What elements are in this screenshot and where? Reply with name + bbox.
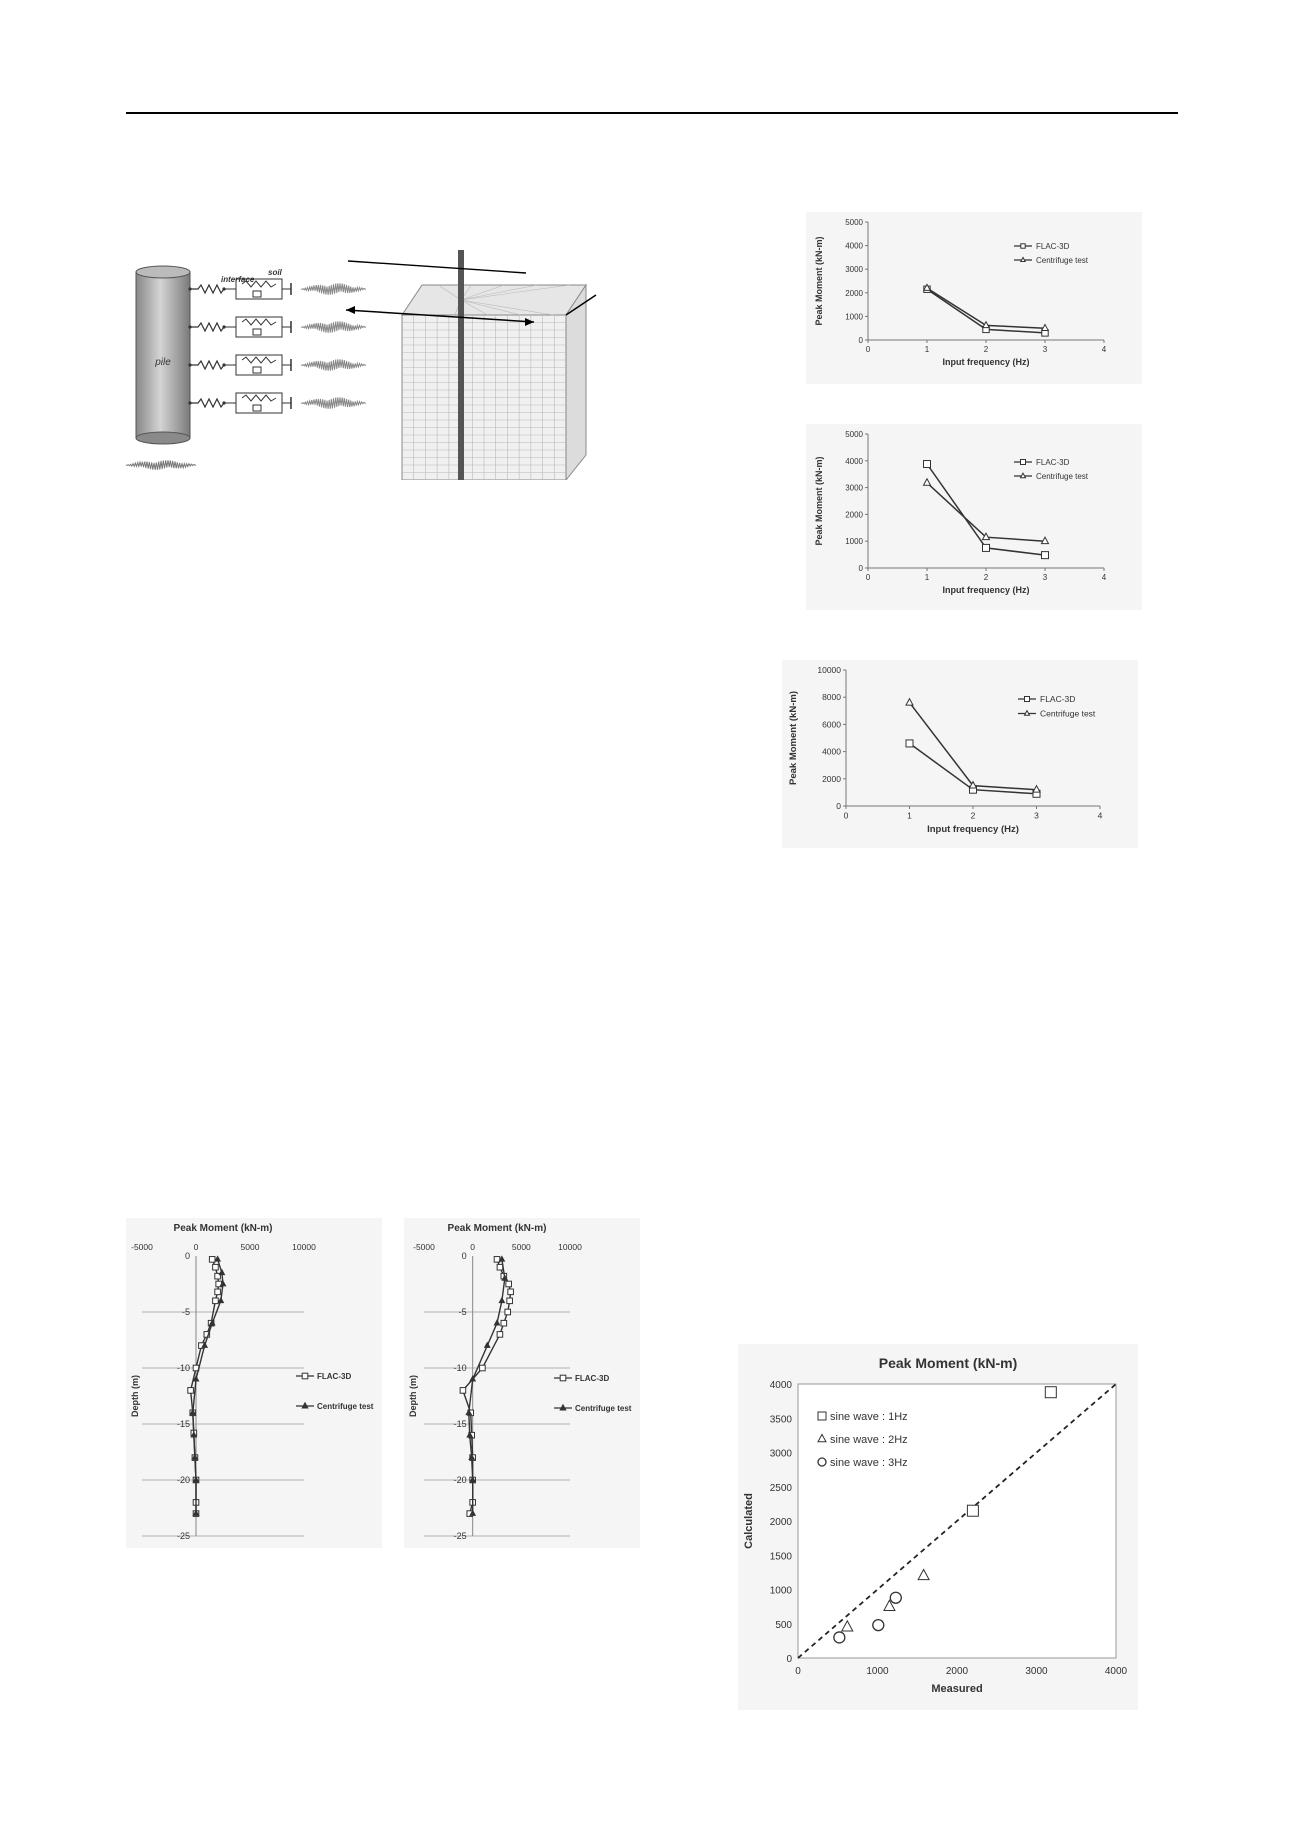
base-input-motion — [126, 460, 196, 470]
legend-label: Centrifuge test — [1040, 708, 1096, 719]
y-tick-label: 1000 — [845, 312, 863, 322]
y-tick-label: -10 — [176, 1363, 190, 1373]
x-tick-label: 3000 — [1025, 1666, 1048, 1677]
y-tick-label: 3000 — [769, 1448, 792, 1460]
y-axis-label: Depth (m) — [408, 1375, 418, 1417]
data-point — [967, 1505, 978, 1516]
chart-background — [126, 1218, 382, 1548]
data-point — [873, 1620, 884, 1631]
legend-label: FLAC-3D — [1036, 458, 1070, 467]
legend-marker — [1025, 697, 1030, 702]
x-axis-label: Input frequency (Hz) — [927, 824, 1019, 835]
y-tick-label: 2500 — [769, 1482, 792, 1494]
y-tick-label: -5 — [181, 1307, 190, 1317]
y-tick-label: -20 — [176, 1475, 190, 1485]
y-tick-label: -25 — [453, 1531, 467, 1541]
legend-marker — [560, 1375, 566, 1381]
pile-label: pile — [155, 357, 171, 368]
legend-label: FLAC-3D — [1040, 694, 1076, 704]
y-axis-label: Peak Moment (kN-m) — [814, 236, 824, 326]
data-point — [508, 1289, 514, 1295]
data-point — [213, 1298, 219, 1304]
legend-label: FLAC-3D — [575, 1374, 610, 1383]
soil-spring — [242, 319, 276, 325]
x-tick-label: 10000 — [292, 1242, 316, 1252]
x-axis-label: Input frequency (Hz) — [942, 585, 1030, 595]
soil-spring — [242, 395, 276, 401]
legend-label: Centrifuge test — [317, 1402, 374, 1411]
chart-scatter — [738, 1344, 1138, 1710]
pile-cylinder — [136, 266, 190, 444]
x-tick-label: -5000 — [131, 1242, 153, 1252]
x-tick-label: 4 — [1101, 573, 1107, 582]
x-tick-label: 1 — [924, 573, 930, 582]
chart-title: Peak Moment (kN-m) — [878, 1355, 1018, 1371]
soil-dashpot — [253, 291, 261, 297]
x-tick-label: -5000 — [413, 1242, 435, 1252]
x-axis-label: Input frequency (Hz) — [942, 357, 1030, 367]
legend-label: Centrifuge test — [1036, 472, 1089, 481]
y-tick-label: 1000 — [769, 1585, 792, 1597]
x-tick-label: 1 — [924, 345, 930, 354]
y-tick-label: 10000 — [817, 665, 841, 675]
x-tick-label: 0 — [795, 1666, 801, 1677]
x-tick-label: 5000 — [511, 1242, 531, 1252]
y-tick-label: -25 — [176, 1531, 190, 1541]
y-tick-label: -5 — [458, 1307, 467, 1317]
y-tick-label: 500 — [775, 1619, 792, 1631]
y-tick-label: 3000 — [845, 483, 863, 493]
soil-dashpot — [253, 367, 261, 373]
x-tick-label: 0 — [843, 810, 849, 821]
data-point — [834, 1632, 845, 1643]
interface-spring — [190, 399, 224, 407]
legend-label: Centrifuge test — [575, 1404, 632, 1413]
x-tick-label: 4000 — [1104, 1666, 1128, 1677]
x-tick-label: 2 — [970, 810, 976, 821]
soil-dashpot — [253, 405, 261, 411]
soil-element — [236, 317, 282, 337]
y-tick-label: 0 — [858, 564, 863, 573]
y-tick-label: 4000 — [822, 746, 841, 757]
data-point — [188, 1388, 194, 1394]
chart-title: Peak Moment (kN-m) — [447, 1223, 547, 1234]
x-tick-label: 4 — [1097, 810, 1103, 821]
data-point — [506, 1281, 512, 1287]
y-tick-label: 2000 — [845, 288, 863, 298]
y-tick-label: 0 — [461, 1251, 467, 1261]
y-axis-label: Peak Moment (kN-m) — [814, 456, 824, 546]
x-tick-label: 0 — [865, 573, 871, 582]
interface-spring — [190, 285, 224, 293]
data-point — [1045, 1387, 1056, 1398]
flac-mesh — [348, 250, 586, 480]
legend-label: sine wave : 2Hz — [830, 1434, 908, 1446]
x-tick-label: 3 — [1042, 573, 1048, 582]
y-tick-label: 1500 — [769, 1551, 792, 1563]
y-tick-label: 3000 — [845, 265, 863, 275]
y-tick-label: 0 — [858, 336, 863, 345]
data-point — [906, 740, 913, 747]
legend-label: Centrifuge test — [1036, 256, 1089, 265]
y-axis-label: Peak Moment (kN-m) — [788, 691, 799, 785]
y-tick-label: 2000 — [822, 773, 841, 784]
data-point — [1042, 552, 1049, 559]
data-point — [497, 1264, 503, 1270]
input-motion-wave — [301, 397, 366, 409]
x-tick-label: 0 — [865, 345, 871, 354]
y-tick-label: 0 — [836, 801, 841, 811]
y-tick-label: 1000 — [845, 537, 863, 547]
interface-label: interface — [221, 275, 255, 284]
legend-marker — [302, 1373, 308, 1379]
x-tick-label: 3 — [1042, 345, 1048, 354]
spring-dashpot-rows — [188, 279, 366, 413]
y-tick-label: -20 — [453, 1475, 467, 1485]
data-point — [460, 1388, 466, 1394]
x-tick-label: 2 — [983, 345, 989, 354]
y-tick-label: 5000 — [845, 218, 863, 227]
data-point — [215, 1289, 221, 1295]
legend-marker — [1021, 244, 1025, 248]
legend-marker — [818, 1412, 826, 1420]
soil-element — [236, 355, 282, 375]
data-point — [213, 1264, 219, 1270]
y-tick-label: 2000 — [845, 510, 863, 520]
y-tick-label: 4000 — [769, 1380, 792, 1391]
x-tick-label: 1000 — [866, 1666, 889, 1677]
data-point — [505, 1309, 511, 1315]
chart-freq-1 — [806, 212, 1142, 384]
chart-depth-2 — [404, 1218, 640, 1548]
x-tick-label: 3 — [1034, 810, 1039, 821]
legend-label: sine wave : 1Hz — [830, 1411, 908, 1423]
y-axis-label: Calculated — [743, 1493, 755, 1549]
input-motion-wave — [301, 283, 366, 295]
input-motion-wave — [301, 359, 366, 371]
model-figure — [126, 240, 626, 480]
data-point — [501, 1320, 507, 1326]
chart-freq-3 — [782, 660, 1138, 848]
y-tick-label: -15 — [176, 1419, 190, 1429]
y-tick-label: 2000 — [769, 1517, 792, 1528]
legend-label: sine wave : 3Hz — [830, 1457, 908, 1469]
y-tick-label: 3500 — [769, 1414, 792, 1426]
y-tick-label: -15 — [453, 1419, 467, 1429]
x-tick-label: 2 — [983, 573, 989, 582]
data-point — [480, 1365, 486, 1371]
chart-depth-1 — [126, 1218, 382, 1548]
y-tick-label: 0 — [184, 1251, 190, 1261]
chart-title: Peak Moment (kN-m) — [173, 1223, 273, 1234]
data-point — [983, 544, 990, 551]
x-tick-label: 4 — [1101, 345, 1107, 354]
header-rule — [126, 112, 1178, 114]
data-point — [507, 1298, 513, 1304]
soil-element — [236, 393, 282, 413]
x-tick-label: 10000 — [558, 1242, 582, 1252]
soil-spring — [242, 281, 276, 287]
interface-spring — [190, 323, 224, 331]
legend-marker — [1021, 460, 1026, 465]
legend-label: FLAC-3D — [1036, 242, 1070, 251]
data-point — [924, 461, 931, 468]
soil-label: soil — [268, 268, 282, 277]
y-tick-label: 0 — [786, 1654, 792, 1665]
y-axis-label: Depth (m) — [130, 1375, 140, 1417]
legend-label: FLAC-3D — [317, 1372, 352, 1381]
input-motion-wave — [301, 321, 366, 333]
y-tick-label: -10 — [453, 1363, 467, 1373]
y-tick-label: 8000 — [822, 692, 841, 703]
x-axis-label: Measured — [931, 1683, 983, 1695]
soil-spring — [242, 357, 276, 363]
x-tick-label: 2000 — [945, 1666, 969, 1677]
x-tick-label: 0 — [470, 1242, 476, 1252]
x-tick-label: 5000 — [240, 1242, 260, 1252]
chart-background — [404, 1218, 640, 1548]
data-point — [209, 1257, 215, 1263]
soil-dashpot — [253, 329, 261, 335]
y-tick-label: 4000 — [845, 241, 863, 251]
data-point — [497, 1332, 503, 1338]
y-tick-label: 6000 — [822, 719, 841, 730]
legend-marker — [818, 1458, 826, 1466]
y-tick-label: 4000 — [845, 456, 863, 466]
chart-freq-2 — [806, 424, 1142, 610]
interface-spring — [190, 361, 224, 369]
data-point — [890, 1592, 901, 1603]
x-tick-label: 0 — [193, 1242, 199, 1252]
y-tick-label: 5000 — [845, 430, 863, 439]
x-tick-label: 1 — [907, 810, 912, 821]
